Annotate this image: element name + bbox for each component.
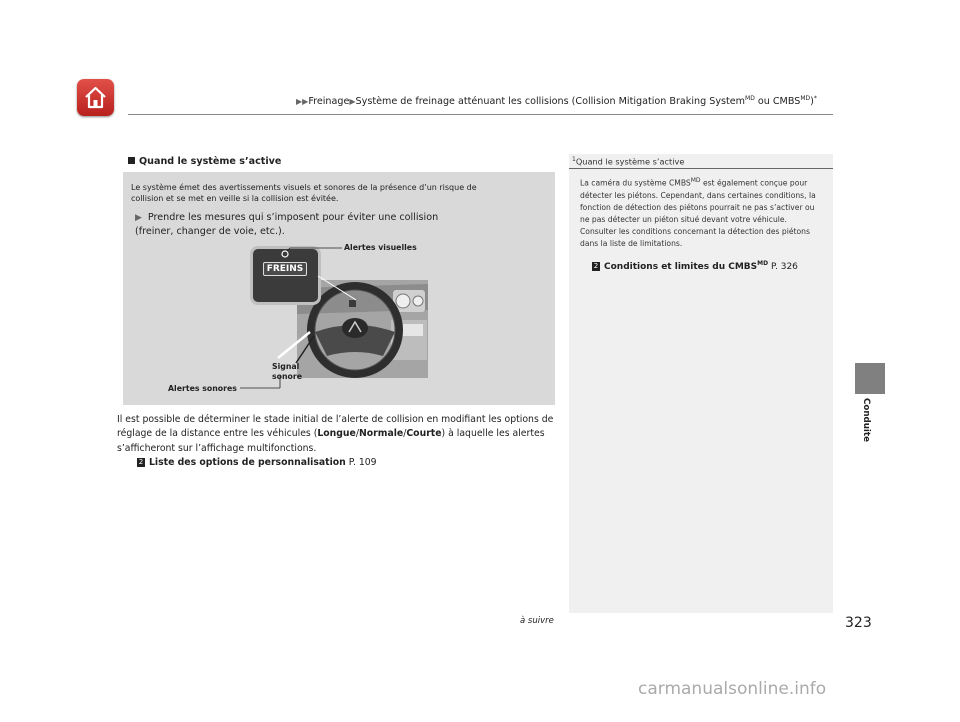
breadcrumb-text: ) <box>810 96 814 108</box>
label-signal: Signal <box>272 362 300 371</box>
breadcrumb <box>296 95 817 107</box>
option-longue: Longue <box>317 428 356 440</box>
reference-icon: 2 <box>593 262 599 270</box>
action-bullet <box>135 211 455 238</box>
header-divider <box>128 114 833 115</box>
watermark: carmanualsonline.info <box>638 679 827 699</box>
breadcrumb-item[interactable]: Freinage <box>308 96 350 108</box>
triangle-bullet-icon: ▶ <box>135 213 142 223</box>
option-normale: Normale <box>359 428 404 440</box>
sidebar-title: Quand le système s’active <box>575 156 685 167</box>
xref-label: Conditions et limites du CMBS <box>604 262 758 272</box>
info-box-text: Le système émet des avertissements visuels et sonores de la présence d’un risque de collision et se met en veille si la collision est évitée. <box>131 183 477 203</box>
superscript: MD <box>690 177 701 184</box>
sidebar-text-part: La caméra du système CMBS <box>580 178 691 188</box>
xref-label: Liste des options de personnalisation <box>149 457 346 468</box>
sidebar-text <box>580 175 825 250</box>
square-bullet-icon <box>128 157 135 164</box>
sidebar-cross-reference[interactable] <box>592 260 798 272</box>
option-mark: * <box>813 95 817 102</box>
separator: / <box>403 428 407 440</box>
label-visual-alerts: Alertes visuelles <box>344 243 417 252</box>
body-text: Il est possible de déterminer le stade initial de l’alerte de collision en modifiant les options de réglage de la distance entre les véhicules ( <box>117 414 554 440</box>
sidebar-divider <box>569 168 833 169</box>
sidebar-text-part: est également conçue pour détecter les piétons. Cependant, dans certaines conditions, la fonction de détection des piétons pourrait ne pas s’activer ou ne pas détecter un piéton situé devant votre véhicule. Consulter les conditions concernant la détection des piétons dans la liste de limitations. <box>580 178 816 248</box>
home-icon <box>82 84 109 111</box>
action-text: Prendre les mesures qui s’imposent pour éviter une collision (freiner, changer de voie, etc.). <box>135 212 439 237</box>
home-button[interactable] <box>77 79 114 116</box>
page-number: 323 <box>845 615 872 631</box>
breadcrumb-text: ou CMBS <box>754 96 801 108</box>
xref-page: P. 109 <box>348 457 377 468</box>
continued-note: à suivre <box>520 616 554 626</box>
separator: / <box>355 428 359 440</box>
label-audio-alerts: Alertes sonores <box>168 384 237 393</box>
option-courte: Courte <box>406 428 442 440</box>
chapter-tab[interactable] <box>855 363 885 394</box>
superscript: MD <box>745 95 755 102</box>
superscript: MD <box>757 260 769 267</box>
breadcrumb-item[interactable]: Système de freinage atténuant les collisions (Collision Mitigation Braking System <box>355 96 746 108</box>
brake-warning-display: FREINS <box>263 262 307 276</box>
chevron-right-icon: ▶▶ <box>296 97 309 107</box>
chevron-right-icon: ▶ <box>349 97 356 107</box>
chapter-tab-label: Conduite <box>861 398 871 442</box>
label-sonore: sonore <box>272 372 303 381</box>
note-number: 1 <box>572 156 576 163</box>
reference-icon: 2 <box>138 458 144 466</box>
body-paragraph <box>117 413 557 456</box>
section-heading <box>128 156 281 167</box>
superscript: MD <box>800 95 811 102</box>
xref-page: P. 326 <box>770 262 798 272</box>
sidebar-heading <box>572 156 684 167</box>
cross-reference-link[interactable] <box>137 457 377 468</box>
section-title: Quand le système s’active <box>139 156 282 167</box>
body-text: ) à laquelle les alertes s’afficheront sur l’affichage multifonctions. <box>117 428 545 454</box>
